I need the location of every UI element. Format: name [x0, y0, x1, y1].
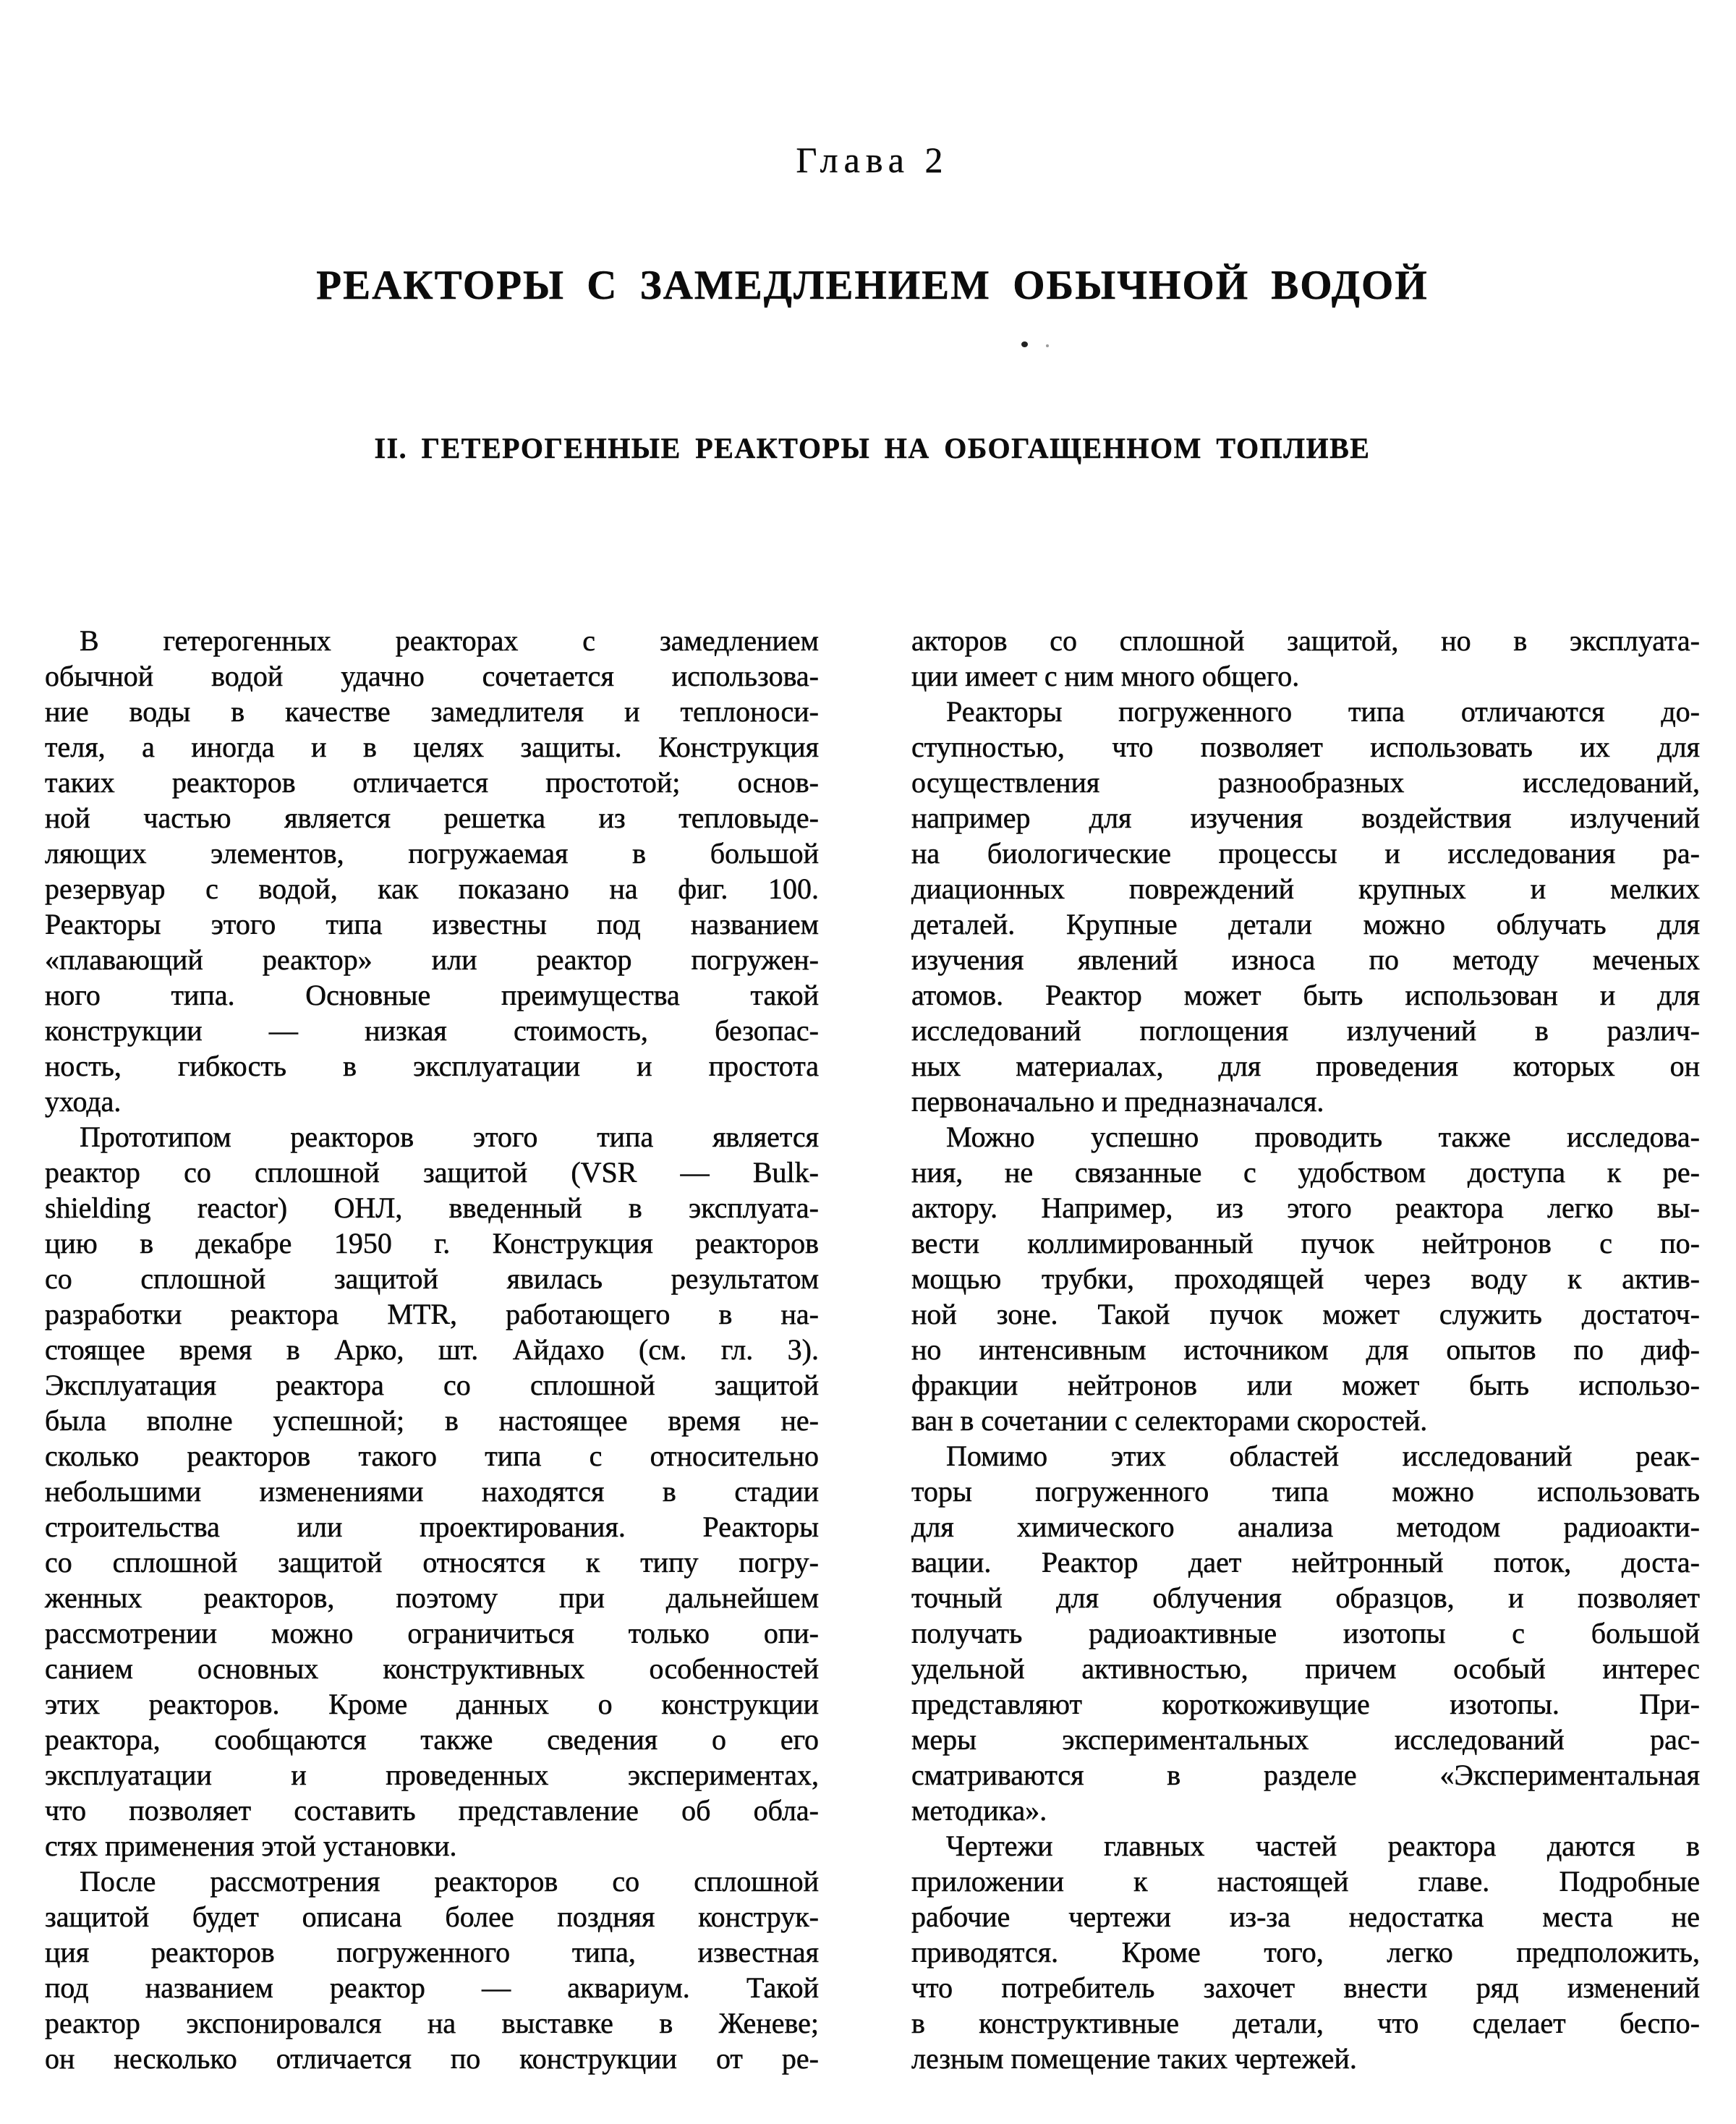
text-line: сколько реакторов такого типа с относительно: [45, 1440, 819, 1472]
text-line: осуществления разнообразных исследований,: [911, 766, 1700, 799]
text-line: меры экспериментальных исследований рас-: [911, 1723, 1700, 1756]
text-line: реактора, сообщаются также сведения о его: [45, 1723, 819, 1756]
text-line: что позволяет составить представление об обла-: [45, 1794, 819, 1827]
text-line: ного типа. Основные преимущества такой: [45, 979, 819, 1011]
text-line: конструкции — низкая стоимость, безопас-: [45, 1014, 819, 1047]
text-line: небольшими изменениями находятся в стадии: [45, 1475, 819, 1508]
text-line: строительства или проектирования. Реакторы: [45, 1511, 819, 1543]
text-line: вации. Реактор дает нейтронный поток, доста-: [911, 1546, 1700, 1579]
text-line: что потребитель захочет внести ряд изменений: [911, 1971, 1700, 2004]
text-line: первоначально и предназначался.: [911, 1085, 1324, 1118]
text-line: рабочие чертежи из-за недостатка места не: [911, 1900, 1700, 1933]
text-line: получать радиоактивные изотопы с большой: [911, 1617, 1700, 1649]
text-line: изучения явлений износа по методу меченых: [911, 943, 1700, 976]
text-line: В гетерогенных реакторах с замедлением: [80, 624, 819, 657]
text-line: была вполне успешной; в настоящее время не-: [45, 1404, 819, 1437]
text-line: ляющих элементов, погружаемая в большой: [45, 837, 819, 870]
text-line: ной зоне. Такой пучок может служить достаточ-: [911, 1298, 1700, 1330]
text-line: ние воды в качестве замедлителя и теплоноси-: [45, 695, 819, 728]
text-line: ность, гибкость в эксплуатации и простота: [45, 1050, 819, 1082]
text-line: «плавающий реактор» или реактор погружен-: [45, 943, 819, 976]
text-line: защитой будет описана более поздняя конструк-: [45, 1900, 819, 1933]
text-line: Реакторы этого типа известны под названием: [45, 908, 819, 940]
text-line: торы погруженного типа можно использовать: [911, 1475, 1700, 1508]
text-line: женных реакторов, поэтому при дальнейшем: [45, 1581, 819, 1614]
text-line: Реакторы погруженного типа отличаются до-: [946, 695, 1700, 728]
text-column-right: [911, 623, 1700, 2076]
text-line: ной частью является решетка из тепловыде-: [45, 802, 819, 834]
text-line: резервуар с водой, как показано на фиг. 100.: [45, 872, 819, 905]
text-line: точный для облучения образцов, и позволяет: [911, 1581, 1700, 1614]
text-line: деталей. Крупные детали можно облучать для: [911, 908, 1700, 940]
text-line: представляют короткоживущие изотопы. При-: [911, 1688, 1700, 1720]
text-line: фракции нейтронов или может быть использо-: [911, 1369, 1700, 1401]
text-line: но интенсивным источником для опытов по диф-: [911, 1333, 1700, 1366]
text-line: ухода.: [45, 1085, 122, 1118]
text-line: для химического анализа методом радиоакти-: [911, 1511, 1700, 1543]
text-line: ния, не связанные с удобством доступа к ре-: [911, 1156, 1700, 1189]
text-line: со сплошной защитой относятся к типу погру-: [45, 1546, 819, 1579]
text-line: мощью трубки, проходящей через воду к актив-: [911, 1262, 1700, 1295]
text-line: под названием реактор — аквариум. Такой: [45, 1971, 819, 2004]
text-line: Можно успешно проводить также исследова-: [946, 1121, 1700, 1153]
text-line: лезным помещение таких чертежей.: [911, 2042, 1357, 2075]
text-line: Чертежи главных частей реактора даются в: [946, 1830, 1700, 1862]
text-line: теля, а иногда и в целях защиты. Конструкция: [45, 731, 819, 763]
text-line: исследований поглощения излучений в различ-: [911, 1014, 1700, 1047]
text-line: диационных повреждений крупных и мелких: [911, 872, 1700, 905]
text-line: ступностью, что позволяет использовать их для: [911, 731, 1700, 763]
text-line: на биологические процессы и исследования ра-: [911, 837, 1700, 870]
text-line: shielding reactor) ОНЛ, введенный в эксплуата-: [45, 1191, 819, 1224]
section-heading: II. ГЕТЕРОГЕННЫЕ РЕАКТОРЫ НА ОБОГАЩЕННОМ ТОПЛИВЕ: [374, 432, 1371, 464]
print-artifact-dot: [1021, 341, 1028, 347]
text-line: актору. Например, из этого реактора легко вы-: [911, 1191, 1700, 1224]
text-line: Прототипом реакторов этого типа является: [80, 1121, 819, 1153]
text-line: реактор экспонировался на выставке в Женеве;: [45, 2007, 819, 2039]
text-line: ван в сочетании с селекторами скоростей.: [911, 1404, 1428, 1437]
text-line: он несколько отличается по конструкции от ре-: [45, 2042, 819, 2075]
text-line: разработки реактора MTR, работающего в на-: [45, 1298, 819, 1330]
text-line: Помимо этих областей исследований реак-: [946, 1440, 1700, 1472]
text-line: удельной активностью, причем особый интерес: [911, 1652, 1700, 1685]
text-line: стоящее время в Арко, шт. Айдахо (см. гл. 3).: [45, 1333, 819, 1366]
text-line: реактор со сплошной защитой (VSR — Bulk-: [45, 1156, 819, 1189]
text-column-left: [45, 623, 819, 2076]
text-line: стях применения этой установки.: [45, 1830, 457, 1862]
text-line: сматриваются в разделе «Экспериментальная: [911, 1759, 1700, 1791]
text-line: со сплошной защитой явилась результатом: [45, 1262, 819, 1295]
text-line: обычной водой удачно сочетается использова-: [45, 660, 819, 692]
text-line: эксплуатации и проведенных экспериментах,: [45, 1759, 819, 1791]
text-line: ция реакторов погруженного типа, известная: [45, 1936, 819, 1968]
text-line: приложении к настоящей главе. Подробные: [911, 1865, 1700, 1898]
text-line: Эксплуатация реактора со сплошной защитой: [45, 1369, 819, 1401]
text-line: этих реакторов. Кроме данных о конструкции: [45, 1688, 819, 1720]
text-line: ных материалах, для проведения которых он: [911, 1050, 1700, 1082]
text-line: атомов. Реактор может быть использован и для: [911, 979, 1700, 1011]
print-artifact-speck: [1046, 344, 1049, 347]
chapter-label: Глава 2: [796, 140, 949, 180]
text-line: рассмотрении можно ограничиться только опи-: [45, 1617, 819, 1649]
text-line: таких реакторов отличается простотой; основ-: [45, 766, 819, 799]
text-line: После рассмотрения реакторов со сплошной: [80, 1865, 819, 1898]
text-line: методика».: [911, 1794, 1047, 1827]
text-line: ции имеет с ним много общего.: [911, 660, 1300, 692]
text-line: приводятся. Кроме того, легко предположить,: [911, 1936, 1700, 1968]
page-title: РЕАКТОРЫ С ЗАМЕДЛЕНИЕМ ОБЫЧНОЙ ВОДОЙ: [316, 263, 1429, 308]
text-line: вести коллимированный пучок нейтронов с по-: [911, 1227, 1700, 1259]
text-line: например для изучения воздействия излучений: [911, 802, 1700, 834]
text-line: в конструктивные детали, что сделает беспо-: [911, 2007, 1700, 2039]
text-line: санием основных конструктивных особенностей: [45, 1652, 819, 1685]
body-text: [45, 623, 1700, 2076]
text-line: цию в декабре 1950 г. Конструкция реакторов: [45, 1227, 819, 1259]
text-line: акторов со сплошной защитой, но в эксплуата-: [911, 624, 1700, 657]
